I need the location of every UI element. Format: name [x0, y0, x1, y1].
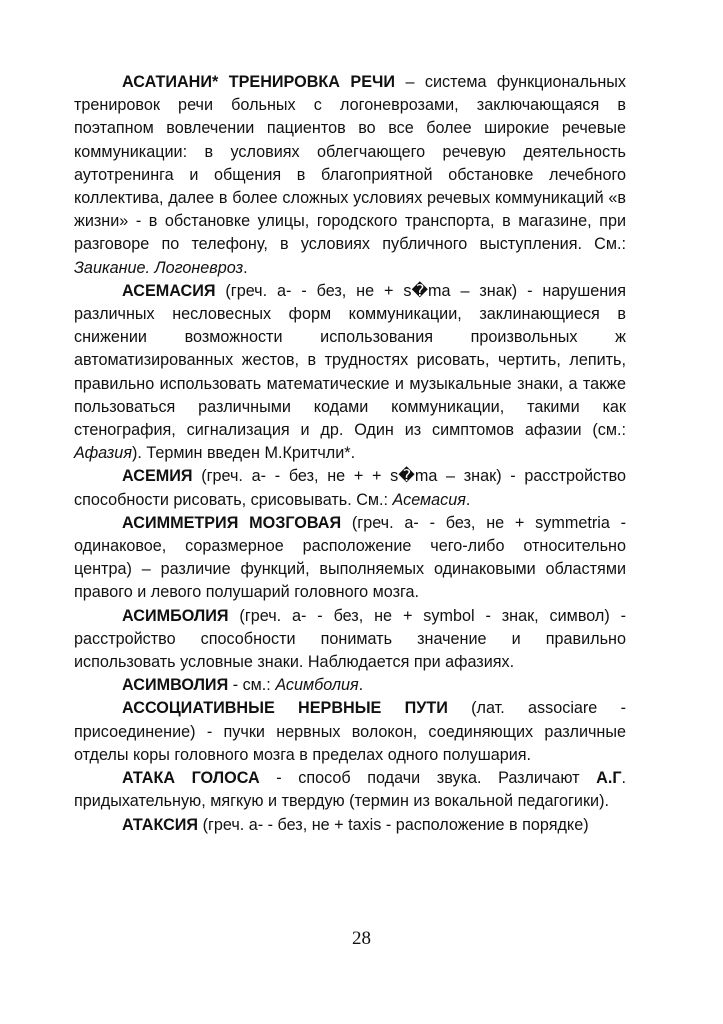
- entry-term: АСИМВОЛИЯ: [122, 676, 229, 695]
- entry-cross-reference: Асемасия: [392, 490, 466, 509]
- entry-asimvolia: [74, 674, 626, 697]
- entry-definition-end: .: [243, 258, 248, 277]
- entry-asemasia: [74, 280, 626, 466]
- entry-definition-end: .: [358, 676, 364, 695]
- entry-term: АСЕМИЯ: [122, 467, 193, 486]
- entry-definition: (греч. а- - без, не + symmetria - одинаковое, соразмерное расположение чего-либо относительно центра) – различие функций, выполняемых одинаковыми областями правого и левого полушарий головного мозга.: [74, 513, 627, 602]
- entry-definition: (греч. а- - без, не + symbol - знак, символ) - расстройство способности понимать значение и правильно использовать условные знаки. Наблюдается при афазиях.: [74, 606, 626, 672]
- entry-term: АСЕМАСИЯ: [122, 281, 216, 300]
- entry-asimmetria: [74, 512, 626, 605]
- entry-definition: (лат. associare - присоединение) - пучки нервных волокон, соединяющих различные отделы коры головного мозга в пределах одного полушария.: [74, 699, 626, 764]
- entry-cross-reference: Асимболия: [275, 676, 359, 695]
- entry-ataksia: [74, 814, 626, 837]
- entry-ataka-golosa: [74, 767, 626, 813]
- entry-definition: (греч. а- - без, не + + s�ma – знак) - расстройство способности рисовать, срисовывать. См.:: [74, 467, 626, 509]
- entry-definition: (греч. а- - без, не + s�ma – знак) - нарушения различных несловесных форм коммуникации, заклинающиеся в снижении возможности использования произвольных ж автоматизированных жестов, в трудностях рисовать, чертить, лепить, правильно использовать математические и музыкальные знаки, а также пользоваться различными кодами коммуникации, такими как стенография, сигнализация и др. Один из симптомов афазии (см.:: [74, 281, 626, 440]
- entry-term-abbreviation: А.Г: [596, 769, 622, 788]
- entry-asatiani: [74, 71, 626, 280]
- entry-definition-continued: . придыхательную, мягкую и твердую (термин из вокальной педагогики).: [74, 769, 626, 811]
- entry-definition: - способ подачи звука. Различают: [259, 769, 597, 788]
- entry-cross-reference: Заикание. Логоневроз: [74, 258, 244, 277]
- entry-cross-reference: Афазия: [74, 444, 132, 463]
- entry-associativnye: [74, 697, 626, 767]
- entry-term: АТАКСИЯ: [122, 815, 199, 834]
- entry-definition-end: .: [465, 490, 471, 509]
- entry-definition: (греч. а- - без, не + taxis - расположение в порядке): [198, 815, 589, 834]
- entry-asemia: [74, 465, 626, 511]
- entry-term: АССОЦИАТИВНЫЕ НЕРВНЫЕ ПУТИ: [122, 699, 448, 718]
- entry-definition-end: ). Термин введен М.Критчли*.: [131, 444, 356, 463]
- entry-definition: – система функциональных тренировок речи больных с логоневрозами, заключающаяся в поэтапном вовлечении пациентов во все более широкие речевые коммуникации: в условиях облегчающего речевую деятельность аутотренинга и общения в благоприятной обстановке лечебного коллектива, далее в более сложных условиях речевых коммуникаций «в жизни» - в обстановке улицы, городского транспорта, в магазине, при разговоре по телефону, в условиях публичного выступления. См.:: [74, 73, 626, 254]
- entry-definition: - см.:: [228, 676, 276, 695]
- entry-term: АСИМБОЛИЯ: [122, 606, 229, 625]
- entry-term: АТАКА ГОЛОСА: [122, 769, 260, 788]
- page-number: 28: [352, 928, 371, 949]
- entry-term: АСАТИАНИ* ТРЕНИРОВКА РЕЧИ: [122, 73, 396, 91]
- entry-term: АСИММЕТРИЯ МОЗГОВАЯ: [122, 513, 342, 532]
- entry-asimbolia: [74, 605, 626, 675]
